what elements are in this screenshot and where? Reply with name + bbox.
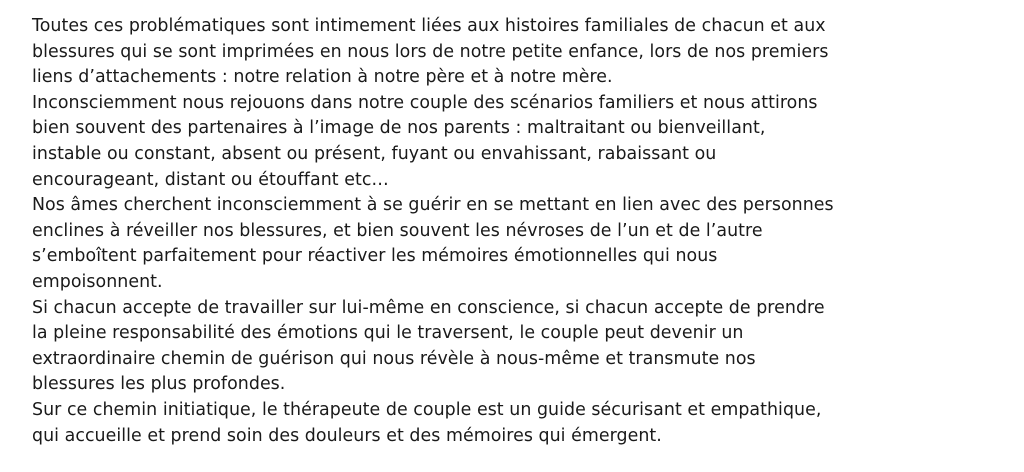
text-line: Inconsciemment nous rejouons dans notre couple des scénarios familiers et nous attirons [32, 92, 818, 113]
text-line: Si chacun accepte de travailler sur lui-même en conscience, si chacun accepte de prendre [32, 297, 825, 318]
text-line: extraordinaire chemin de guérison qui nous révèle à nous-même et transmute nos [32, 348, 756, 369]
text-line: instable ou constant, absent ou présent, fuyant ou envahissant, rabaissant ou [32, 143, 717, 164]
text-line: Nos âmes cherchent inconsciemment à se guérir en se mettant en lien avec des personnes [32, 195, 834, 216]
text-line: enclines à réveiller nos blessures, et bien souvent les névroses de l’un et de l’autre [32, 220, 763, 241]
text-line: empoisonnent. [32, 271, 163, 292]
text-line: bien souvent des partenaires à l’image de nos parents : maltraitant ou bienveillant, [32, 118, 766, 139]
text-line: blessures les plus profondes. [32, 374, 286, 395]
text-line: blessures qui se sont imprimées en nous lors de notre petite enfance, lors de nos premiers [32, 41, 829, 62]
text-line: liens d’attachements : notre relation à notre père et à notre mère. [32, 67, 613, 88]
text-line: qui accueille et prend soin des douleurs et des mémoires qui émergent. [32, 425, 662, 446]
text-line: Sur ce chemin initiatique, le thérapeute de couple est un guide sécurisant et empathique, [32, 399, 822, 420]
text-line: s’emboîtent parfaitement pour réactiver les mémoires émotionnelles qui nous [32, 246, 718, 267]
text-line: la pleine responsabilité des émotions qui le traversent, le couple peut devenir un [32, 323, 744, 344]
body-text [32, 14, 912, 449]
text-line: encourageant, distant ou étouffant etc… [32, 169, 389, 190]
text-line: Toutes ces problématiques sont intimement liées aux histoires familiales de chacun et aux [32, 16, 826, 36]
